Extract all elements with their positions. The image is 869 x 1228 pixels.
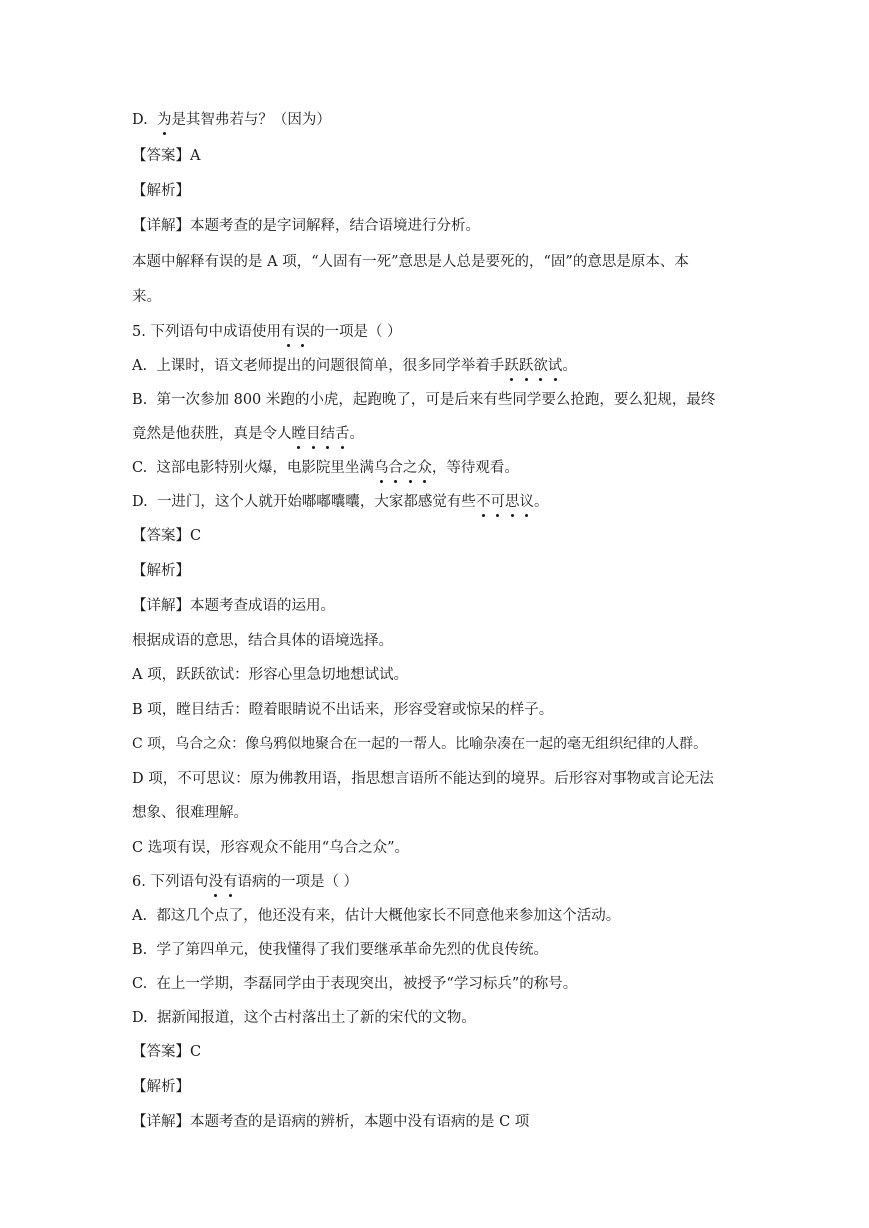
q5-explanation-line-4: C 项，乌合之众：像乌鸦似地聚合在一起的一帮人。比喻杂凑在一起的毫无组织纪律的人群。 <box>132 736 708 752</box>
q6-option-a: A. 都这几个点了，他还没有来，估计大概他家长不同意他来参加这个活动。 <box>132 908 621 924</box>
q6-option-b: B. 学了第四单元，使我懂得了我们要继承革命先烈的优良传统。 <box>132 942 548 958</box>
emphasized-idiom: 瞠目结舌 <box>291 426 350 442</box>
q4-explanation-line-1: 本题中解释有误的是 A 项，“人固有一死”意思是人总是要死的，“固”的意思是原本、本 <box>132 254 689 270</box>
q4-answer: 【答案】A <box>132 148 201 164</box>
q5-option-b-line-2: 竟然是他获胜，真是令人瞠目结舌。 <box>132 426 364 442</box>
q6-stem: 6. 下列语句没有语病的一项是（ ） <box>132 874 359 890</box>
q5-explanation-line-5: D 项，不可思议：原为佛教用语，指思想言语所不能达到的境界。后形容对事物或言论无法 <box>132 771 714 787</box>
emphasized-word: 为 <box>156 112 172 128</box>
option-letter: A. <box>132 908 148 924</box>
q5-explanation-line-2: A 项，跃跃欲试：形容心里急切地想试试。 <box>132 667 409 683</box>
option-letter: B. <box>132 942 148 958</box>
q5-answer: 【答案】C <box>132 528 202 544</box>
q5-explanation-line-7: C 选项有误，形容观众不能用“乌合之众”。 <box>132 840 410 856</box>
option-letter: D. <box>132 1010 148 1026</box>
q5-analysis-heading: 【解析】 <box>132 563 190 579</box>
option-letter: C. <box>132 976 148 992</box>
q5-detail: 【详解】本题考查成语的运用。 <box>132 598 335 614</box>
q5-option-a: A. 上课时，语文老师提出的问题很简单，很多同学举着手跃跃欲试。 <box>132 358 577 374</box>
emphasized-idiom: 跃跃欲试 <box>504 358 563 374</box>
q5-explanation-line-1: 根据成语的意思，结合具体的语境选择。 <box>132 633 393 649</box>
q5-explanation-line-3: B 项，瞠目结舌：瞪着眼睛说不出话来，形容受窘或惊呆的样子。 <box>132 702 554 718</box>
emphasized-word: 有误 <box>280 324 310 340</box>
option-letter: D. <box>132 112 148 128</box>
option-letter: D. <box>132 494 148 510</box>
option-letter: B. <box>132 392 148 408</box>
q4-detail: 【详解】本题考查的是字词解释，结合语境进行分析。 <box>132 218 480 234</box>
q6-detail: 【详解】本题考查的是语病的辨析，本题中没有语病的是 C 项 <box>132 1114 530 1130</box>
emphasized-idiom: 乌合之众 <box>373 460 432 476</box>
q5-stem: 5. 下列语句中成语使用有误的一项是（ ） <box>132 324 402 340</box>
option-letter: A. <box>132 358 148 374</box>
q5-option-c: C. 这部电影特别火爆，电影院里坐满乌合之众，等待观看。 <box>132 460 519 476</box>
q6-analysis-heading: 【解析】 <box>132 1079 190 1095</box>
q6-option-d: D. 据新闻报道，这个古村落出土了新的宋代的文物。 <box>132 1010 476 1026</box>
q4-option-d: D. 为是其智弗若与？（因为） <box>132 112 331 128</box>
emphasized-idiom: 不可思议 <box>475 494 534 510</box>
q5-option-d: D. 一进门，这个人就开始嘟嘟囔囔，大家都感觉有些不可思议。 <box>132 494 549 510</box>
q4-explanation-line-2: 来。 <box>132 289 161 305</box>
q6-option-c: C. 在上一学期，李磊同学由于表现突出，被授予“学习标兵”的称号。 <box>132 976 578 992</box>
q5-explanation-line-6: 想象、很难理解。 <box>132 805 248 821</box>
q4-analysis-heading: 【解析】 <box>132 183 190 199</box>
q5-option-b-line-1: B. 第一次参加 800 米跑的小虎，起跑晚了，可是后来有些同学要么抢跑，要么犯规，最终 <box>132 392 716 408</box>
emphasized-word: 没有 <box>208 874 238 890</box>
option-letter: C. <box>132 460 148 476</box>
q6-answer: 【答案】C <box>132 1044 202 1060</box>
